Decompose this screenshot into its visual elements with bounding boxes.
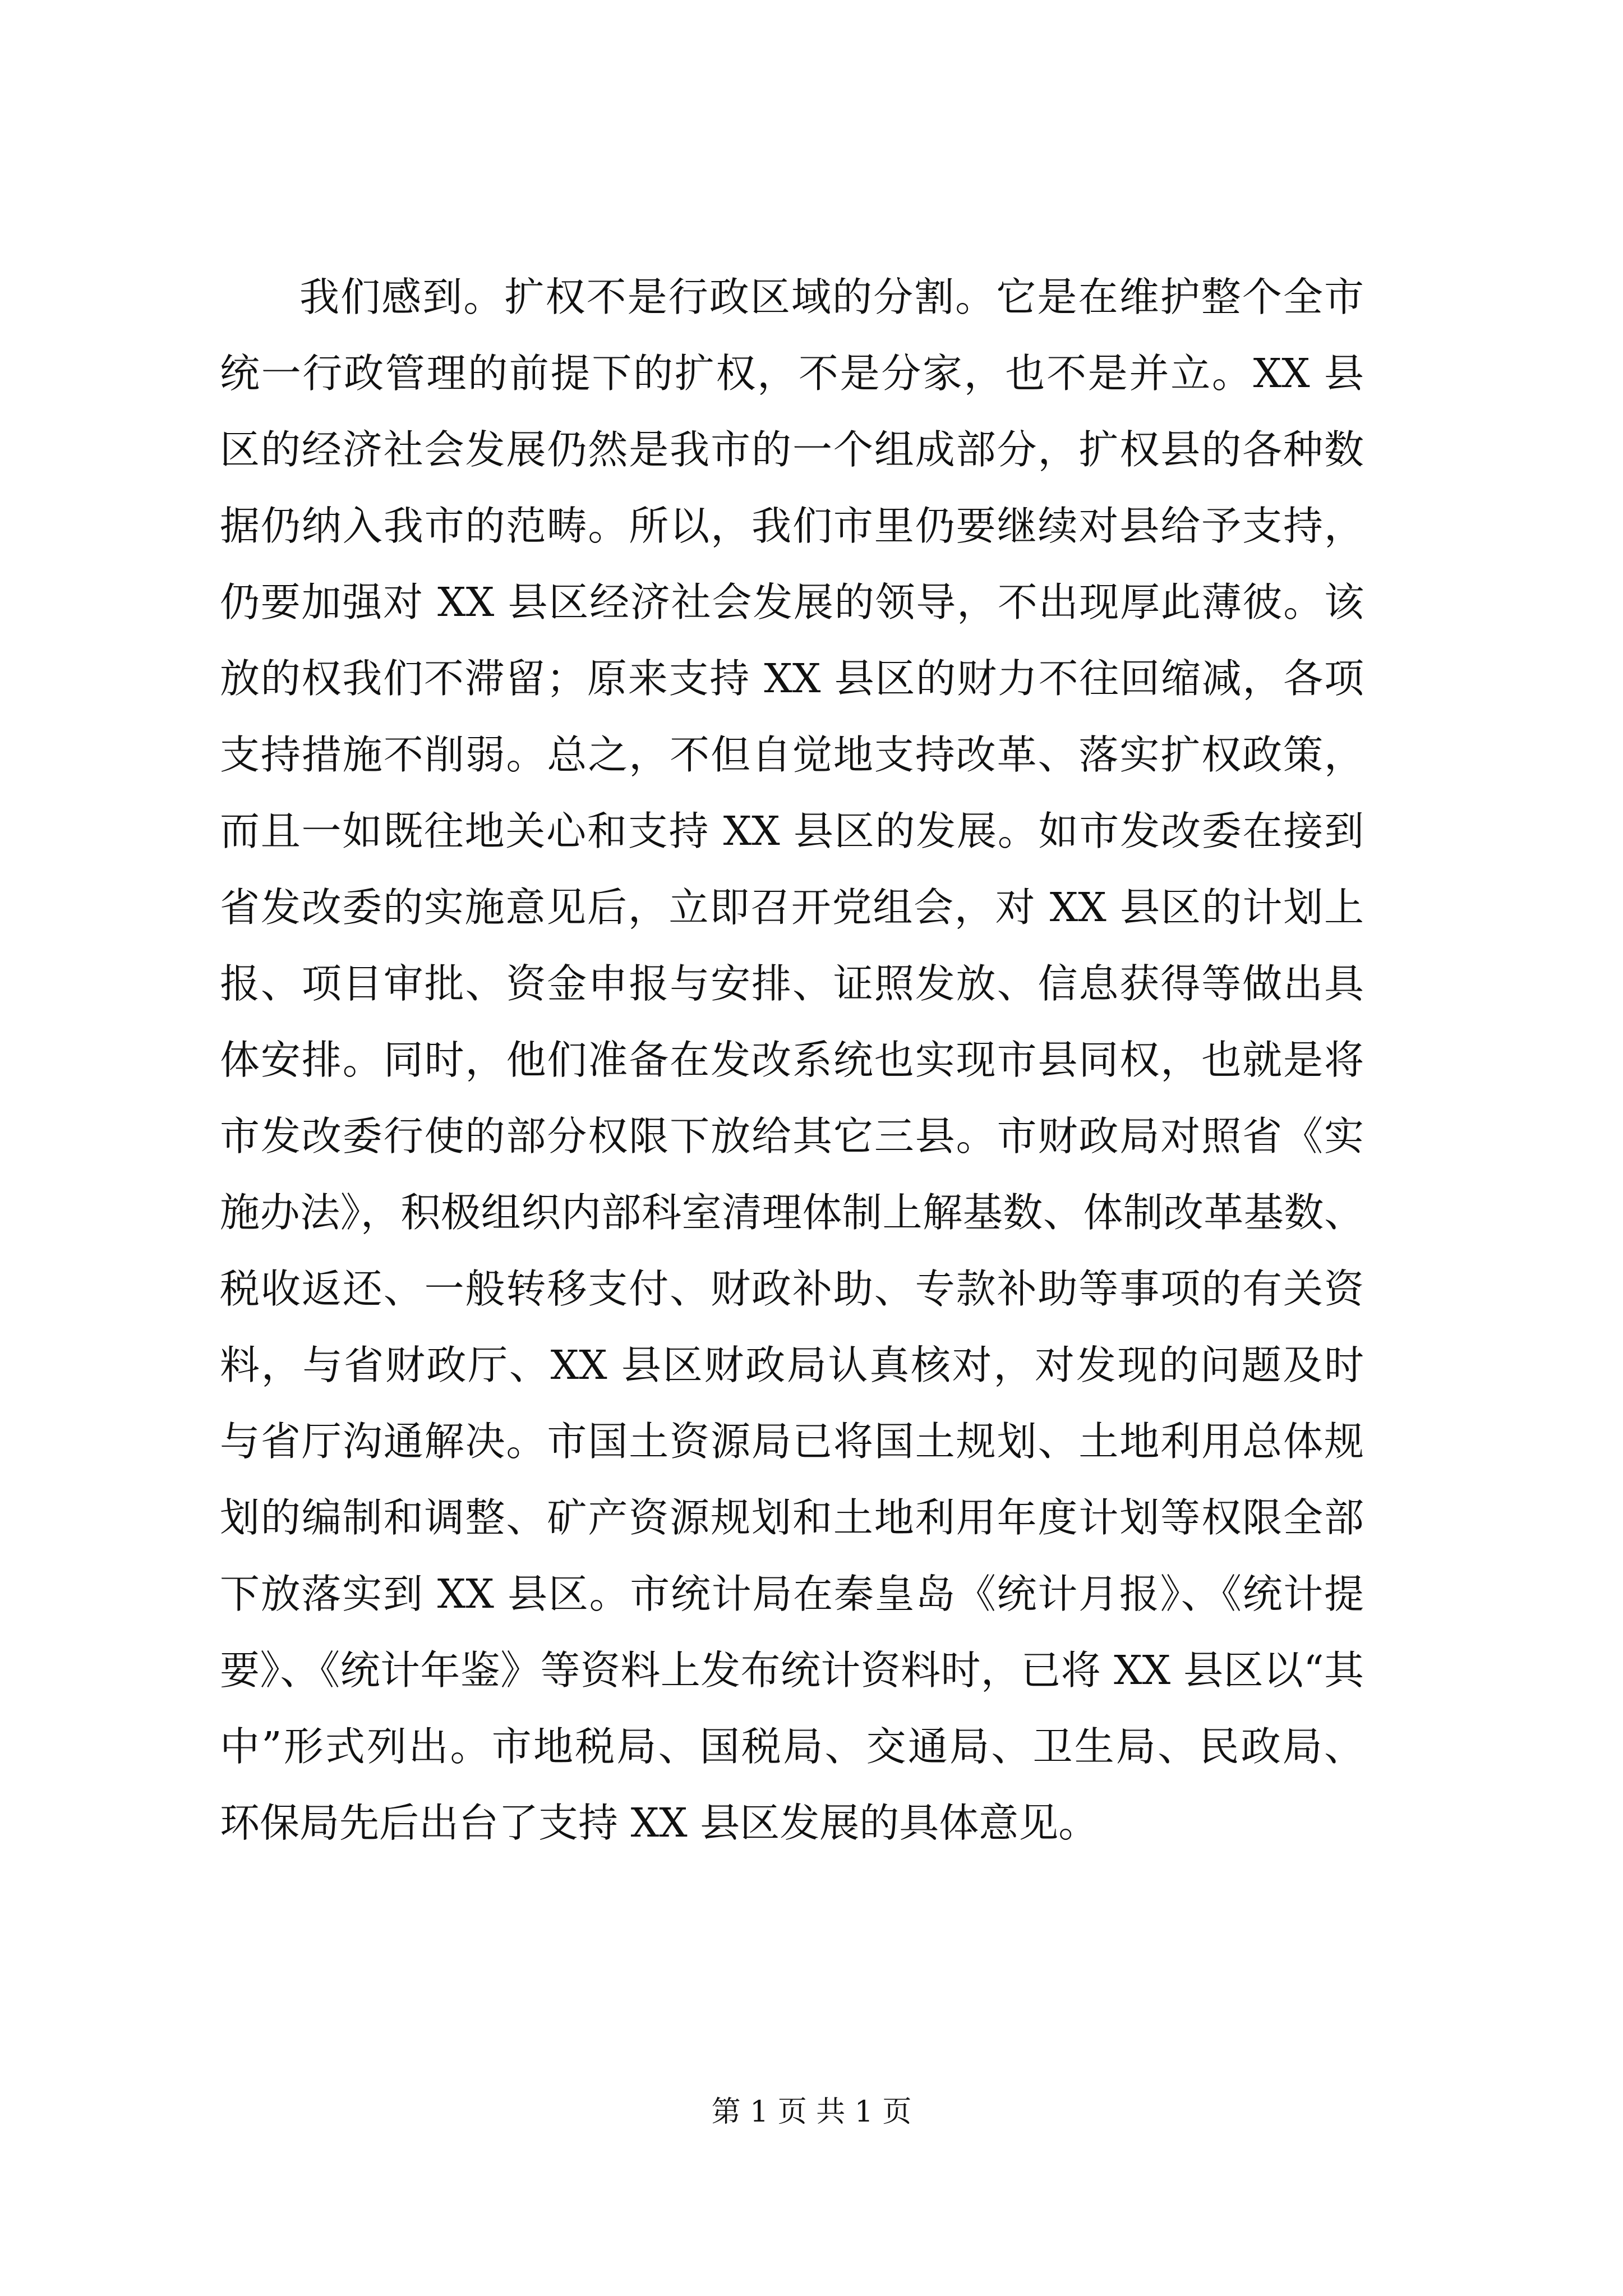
page-footer: 第 1 页 共 1 页 <box>711 2095 912 2129</box>
paragraph-line: 市发改委行使的部分权限下放给其它三县。市财政局对照省《实 <box>220 1113 1364 1159</box>
body-paragraph <box>220 259 1364 1861</box>
paragraph-line: 与省厅沟通解决。市国土资源局已将国土规划、土地利用总体规 <box>220 1418 1364 1465</box>
paragraph-line: 仍要加强对 XX 县区经济社会发展的领导，不出现厚此薄彼。该 <box>220 579 1364 625</box>
paragraph-line: 放的权我们不滞留；原来支持 XX 县区的财力不往回缩减，各项 <box>220 655 1364 702</box>
paragraph-line: 我们感到。扩权不是行政区域的分割。它是在维护整个全市 <box>299 274 1364 320</box>
paragraph-line: 料，与省财政厅、XX 县区财政局认真核对，对发现的问题及时 <box>220 1342 1364 1388</box>
paragraph-line: 中”形式列出。市地税局、国税局、交通局、卫生局、民政局、 <box>220 1723 1364 1770</box>
paragraph-line: 税收返还、一般转移支付、财政补助、专款补助等事项的有关资 <box>220 1266 1364 1312</box>
paragraph-line: 省发改委的实施意见后，立即召开党组会，对 XX 县区的计划上 <box>220 884 1364 931</box>
paragraph-line: 而且一如既往地关心和支持 XX 县区的发展。如市发改委在接到 <box>220 808 1364 854</box>
paragraph-line: 统一行政管理的前提下的扩权，不是分家，也不是并立。XX 县 <box>220 350 1364 397</box>
paragraph-line: 要》、《统计年鉴》等资料上发布统计资料时，已将 XX 县区以“其 <box>220 1647 1364 1694</box>
paragraph-line: 施办法》，积极组织内部科室清理体制上解基数、体制改革基数、 <box>220 1189 1364 1236</box>
paragraph-line: 划的编制和调整、矿产资源规划和土地利用年度计划等权限全部 <box>220 1494 1364 1541</box>
paragraph-line: 报、项目审批、资金申报与安排、证照发放、信息获得等做出具 <box>220 960 1364 1007</box>
paragraph-line: 环保局先后出台了支持 XX 县区发展的具体意见。 <box>220 1800 1099 1846</box>
paragraph-line: 体安排。同时，他们准备在发改系统也实现市县同权，也就是将 <box>220 1037 1364 1083</box>
paragraph-line: 下放落实到 XX 县区。市统计局在秦皇岛《统计月报》、《统计提 <box>220 1571 1364 1617</box>
paragraph-line: 支持措施不削弱。总之，不但自觉地支持改革、落实扩权政策， <box>220 731 1364 778</box>
paragraph-line: 据仍纳入我市的范畴。所以，我们市里仍要继续对县给予支持， <box>220 503 1364 549</box>
paragraph-line: 区的经济社会发展仍然是我市的一个组成部分，扩权县的各种数 <box>220 426 1364 473</box>
